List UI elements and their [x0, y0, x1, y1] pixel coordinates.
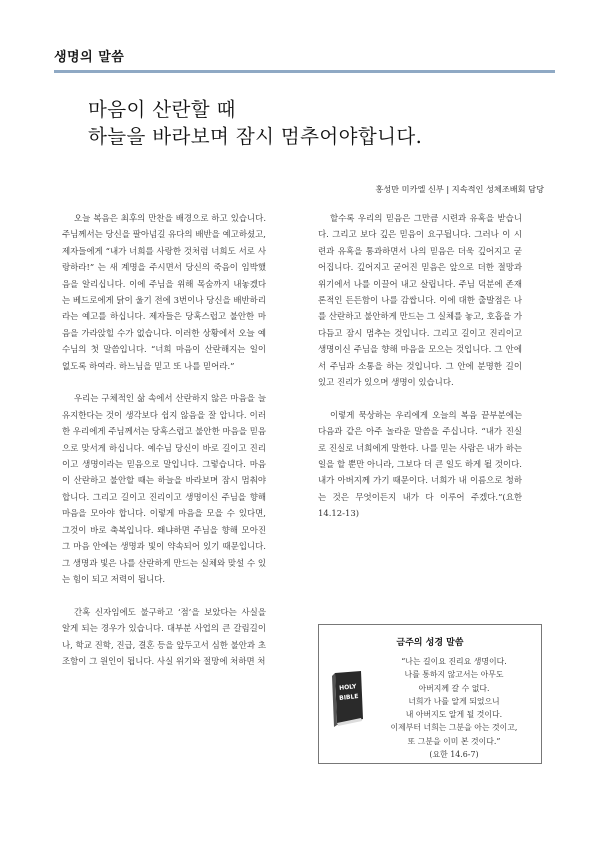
bible-label-holy: HOLY [338, 683, 357, 692]
weekly-verse-box [318, 624, 542, 764]
verse-line: “나는 길이요 진리요 생명이다. [401, 657, 507, 666]
verse-line: 아버지께 갈 수 없다. [418, 683, 490, 693]
verse-line: 내 아버지도 알게 될 것이다. [405, 710, 503, 720]
paragraph: 오늘 복음은 최후의 만찬을 배경으로 하고 있습니다. 주님께서는 당신을 팔아넘길 유다의 배반을 예고하셨고, 제자들에게 “내가 너희를 사랑한 것처럼 너희도 서로 사랑하라!” 는 새 계명을 주시면서 당신의 죽음이 임박했음을 알리십니다. 이에 주님을 위해 목숨까지 내놓겠다는 베드로에게 닭이 울기 전에 3번이나 당신을 배반하리라는 예고를 하십니다. 제자들은 당혹스럽고 불안한 마음을 가라앉힐 수가 없습니다. 이러한 상황에서 오늘 예수님의 첫 말씀입니다. “너희 마음이 산란해지는 일이 없도록 하여라. 하느님을 믿고 또 나를 믿어라.” [62, 213, 266, 371]
paragraph: 이렇게 묵상하는 우리에게 오늘의 복음 끝부분에는 다음과 같은 아주 놀라운 말씀을 주십니다. “내가 진실로 진실로 너희에게 말한다. 나를 믿는 사람은 내가 하는 일을 할 뿐만 아니라, 그보다 더 큰 일도 하게 될 것이다. 내가 아버지께 가기 때문이다. 너희가 내 이름으로 청하는 것은 무엇이든지 내가 다 이루어 주겠다.”(요한 14.12-13) [318, 409, 522, 519]
verse-box-title: 금주의 성경 말씀 [396, 638, 464, 648]
verse-line: 또 그분을 이미 본 것이다.” [407, 736, 501, 746]
section-label: 생명의 말씀 [54, 50, 125, 65]
verse-line: 나를 통하지 않고서는 아무도 [404, 670, 504, 680]
left-column [62, 210, 266, 686]
verse-text [371, 655, 537, 761]
verse-line: 너희가 나를 알게 되었으니 [408, 696, 500, 706]
author-byline: 홍성만 미카엘 신부 | 지속적인 성체조배회 담당 [375, 184, 544, 194]
verse-line: (요한 14.6-7) [429, 750, 479, 760]
verse-line: 이제부터 너희는 그분을 아는 것이고, [390, 723, 518, 733]
paragraph: 우리는 구체적인 삶 속에서 산란하지 않은 마음을 늘 유지한다는 것이 생각보다 쉽지 않음을 잘 압니다. 이러한 우리에게 주님께서는 당혹스럽고 불안한 마음을 믿음으로 맞서게 하십니다. 예수님 당신이 바로 길이고 진리이고 생명이라는 믿음으로 말입니다. 그렇습니다. 마음이 산란하고 불안할 때는 하늘을 바라보며 잠시 멈춰야 합니다. 그리고 길이고 진리이고 생명이신 주님을 향해 마음을 모아야 합니다. 이렇게 마음을 모을 수 있다면, 그것이 바로 축복입니다. 왜냐하면 주님을 향해 모아진 그 마음 안에는 생명과 빛이 약속되어 있기 때문입니다. 그 생명과 빛은 나를 산란하게 만드는 실체와 맞설 수 있는 힘이 되고 저력이 됩니다. [62, 393, 266, 584]
title-line-2: 하늘을 바라보며 잠시 멈추어야합니다. [88, 125, 423, 148]
bible-label-bible: BIBLE [338, 693, 359, 702]
holy-bible-icon [327, 669, 367, 729]
title-line-1: 마음이 산란할 때 [88, 98, 236, 121]
paragraph: 할수록 우리의 믿음은 그만큼 시련과 유혹을 받습니다. 그리고 보다 깊은 믿음이 요구됩니다. 그러나 이 시련과 유혹을 통과하면서 나의 믿음은 더욱 깊어지고 굳어집니다. 깊어지고 굳어진 믿음은 앞으로 더한 절망과 위기에서 나를 이끌어 내고 살립니다. 주님 덕분에 존재론적인 든든함이 나를 감쌉니다. 이에 대한 출발점은 나를 산란하고 불안하게 만드는 그 실체를 놓고, 호흡을 가다듬고 잠시 멈추는 것입니다. 그리고 길이고 진리이고 생명이신 주님을 향해 마음을 모으는 것입니다. 그 안에서 주님과 소통을 하는 것입니다. 그 안에 분명한 길이 있고 진리가 있으며 생명이 있습니다. [318, 213, 522, 388]
right-column [318, 210, 522, 538]
header-rule [54, 70, 555, 73]
paragraph: 간혹 신자임에도 불구하고 ‘점’을 보았다는 사실을 알게 되는 경우가 있습니다. 대부분 사업의 큰 갈림길이나, 학교 진학, 진급, 결혼 등을 앞두고서 심한 불안과 초조함이 그 원인이 됩니다. 사실 위기와 절망에 처하면 처 [62, 606, 266, 666]
page-title [88, 96, 568, 150]
